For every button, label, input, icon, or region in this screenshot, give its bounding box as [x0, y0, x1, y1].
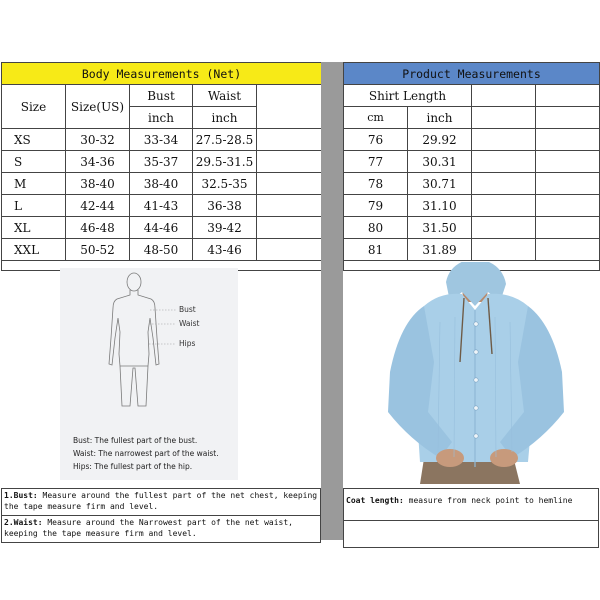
inch-unit: inch: [408, 107, 472, 129]
table-row: [344, 239, 600, 261]
waist-header: Waist: [193, 85, 257, 107]
empty-cell: [536, 129, 600, 151]
size-us-header: Size(US): [66, 85, 130, 129]
empty-cell: [472, 107, 536, 129]
empty-cell: [472, 195, 536, 217]
coat-note-key: Coat length:: [346, 496, 404, 505]
table-row: [344, 151, 600, 173]
bust-cell: 44-46: [130, 217, 193, 239]
empty-cell: [536, 151, 600, 173]
product-table-title: Product Measurements: [344, 63, 600, 85]
bust-cell: 35-37: [130, 151, 193, 173]
waist-cell: 32.5-35: [193, 173, 257, 195]
size-us-cell: 50-52: [66, 239, 130, 261]
empty-cell: [257, 239, 322, 261]
table-row: [344, 129, 600, 151]
empty-cell: [472, 217, 536, 239]
shirt-length-header: Shirt Length: [344, 85, 472, 107]
empty-cell: [257, 129, 322, 151]
cm-cell: 81: [344, 239, 408, 261]
size-cell: M: [2, 173, 66, 195]
empty-cell: [257, 85, 322, 129]
coat-length-note: [344, 489, 599, 521]
waist-cell: 39-42: [193, 217, 257, 239]
cm-unit: cm: [344, 107, 408, 129]
size-us-cell: 46-48: [66, 217, 130, 239]
empty-cell: [472, 173, 536, 195]
table-row: [344, 195, 600, 217]
waist-note-text: Measure around the Narrowest part of the net waist, keeping the tape measure firm and level.: [4, 518, 293, 538]
waist-cell: 36-38: [193, 195, 257, 217]
inch-cell: 29.92: [408, 129, 472, 151]
size-cell: L: [2, 195, 66, 217]
table-row: [2, 151, 322, 173]
bust-cell: 41-43: [130, 195, 193, 217]
bust-note-text: Measure around the fullest part of the net chest, keeping the tape measure firm and level.: [4, 491, 318, 511]
bust-header: Bust: [130, 85, 193, 107]
size-us-cell: 38-40: [66, 173, 130, 195]
size-cell: XL: [2, 217, 66, 239]
empty-note: [344, 521, 599, 548]
bust-cell: 33-34: [130, 129, 193, 151]
waist-note: [2, 516, 321, 543]
bust-note: [2, 489, 321, 516]
empty-cell: [472, 85, 536, 107]
body-table-title: Body Measurements (Net): [2, 63, 322, 85]
waist-cell: 29.5-31.5: [193, 151, 257, 173]
body-outline-figure: [60, 268, 238, 418]
table-row: [344, 173, 600, 195]
table-row: [2, 173, 322, 195]
legend-key: Hips:: [73, 462, 92, 471]
waist-label: Waist: [179, 319, 200, 328]
legend-text: The narrowest part of the waist.: [98, 449, 219, 458]
waist-unit: inch: [193, 107, 257, 129]
shirt-product-image: [380, 262, 570, 484]
legend-key: Bust:: [73, 436, 93, 445]
waist-cell: 27.5-28.5: [193, 129, 257, 151]
product-notes-table: [343, 488, 599, 548]
body-figure-card: [60, 268, 238, 480]
empty-cell: [472, 239, 536, 261]
column-separator: [321, 62, 343, 540]
empty-cell: [472, 129, 536, 151]
body-notes-table: [1, 488, 321, 543]
inch-cell: 30.31: [408, 151, 472, 173]
inch-cell: 31.89: [408, 239, 472, 261]
empty-cell: [536, 217, 600, 239]
cm-cell: 79: [344, 195, 408, 217]
figure-legend: [73, 434, 238, 473]
empty-cell: [536, 85, 600, 107]
size-cell: XS: [2, 129, 66, 151]
hips-label: Hips: [179, 339, 196, 348]
legend-text: The fullest part of the hip.: [94, 462, 193, 471]
empty-cell: [472, 151, 536, 173]
inch-cell: 31.10: [408, 195, 472, 217]
legend-key: Waist:: [73, 449, 96, 458]
empty-cell: [257, 173, 322, 195]
waist-cell: 43-46: [193, 239, 257, 261]
bust-unit: inch: [130, 107, 193, 129]
size-us-cell: 30-32: [66, 129, 130, 151]
waist-note-key: 2.Waist:: [4, 518, 43, 527]
cm-cell: 77: [344, 151, 408, 173]
size-cell: S: [2, 151, 66, 173]
bust-cell: 38-40: [130, 173, 193, 195]
empty-cell: [536, 195, 600, 217]
size-cell: XXL: [2, 239, 66, 261]
empty-cell: [536, 173, 600, 195]
size-us-cell: 42-44: [66, 195, 130, 217]
cm-cell: 78: [344, 173, 408, 195]
inch-cell: 30.71: [408, 173, 472, 195]
empty-cell: [536, 107, 600, 129]
size-us-cell: 34-36: [66, 151, 130, 173]
empty-cell: [257, 151, 322, 173]
product-measurements-table: [343, 62, 600, 271]
bust-label: Bust: [179, 305, 196, 314]
bust-cell: 48-50: [130, 239, 193, 261]
cm-cell: 80: [344, 217, 408, 239]
table-row: [2, 217, 322, 239]
empty-cell: [257, 217, 322, 239]
legend-text: The fullest part of the bust.: [94, 436, 198, 445]
empty-cell: [257, 195, 322, 217]
table-row: [2, 195, 322, 217]
inch-cell: 31.50: [408, 217, 472, 239]
table-row: [2, 129, 322, 151]
body-measurements-table: [1, 62, 322, 271]
table-row: [2, 239, 322, 261]
coat-note-text: measure from neck point to hemline: [408, 496, 573, 505]
cm-cell: 76: [344, 129, 408, 151]
empty-cell: [536, 239, 600, 261]
table-row: [344, 217, 600, 239]
bust-note-key: 1.Bust:: [4, 491, 38, 500]
size-header: Size: [2, 85, 66, 129]
